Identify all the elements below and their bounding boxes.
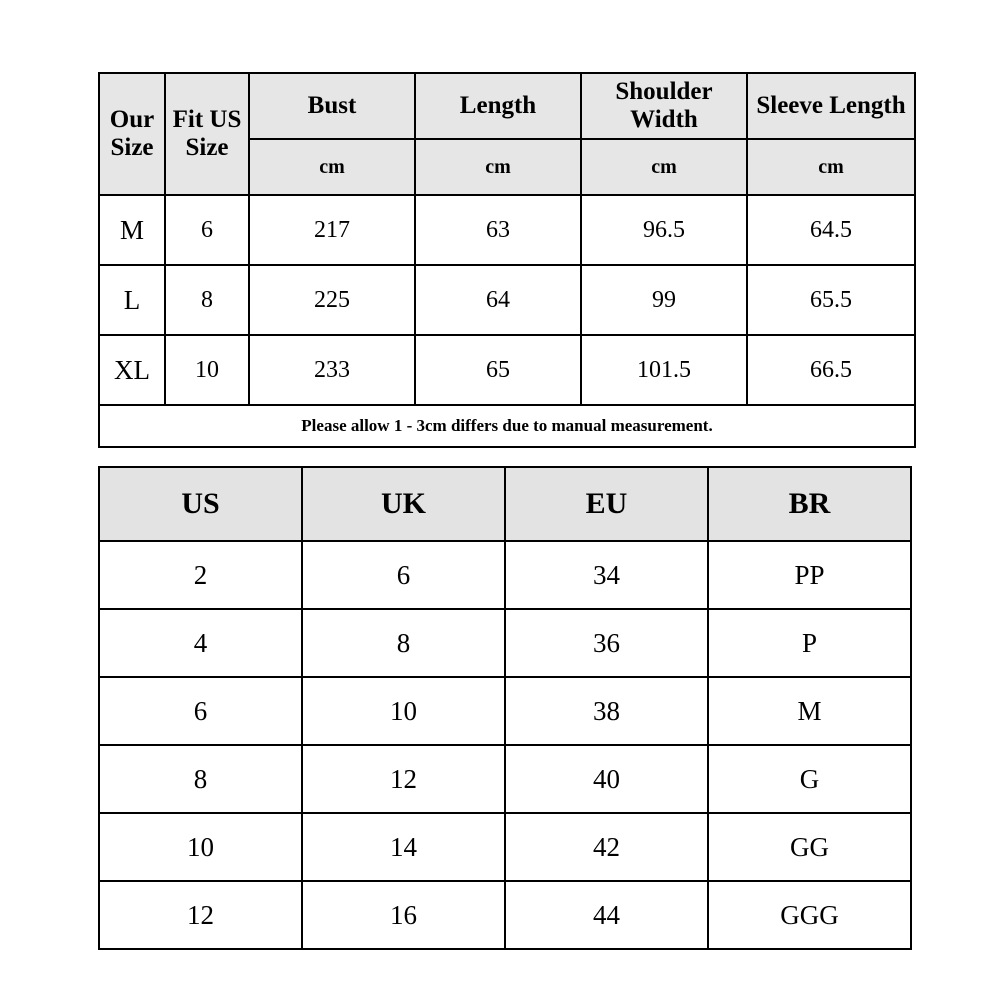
header-uk: UK — [302, 467, 505, 541]
cell-fit-us-size: 10 — [165, 335, 249, 405]
cell-length: 65 — [415, 335, 581, 405]
cell-us: 12 — [99, 881, 302, 949]
cell-uk: 10 — [302, 677, 505, 745]
cell-uk: 12 — [302, 745, 505, 813]
cell-eu: 40 — [505, 745, 708, 813]
table-row — [99, 609, 911, 677]
cell-us: 6 — [99, 677, 302, 745]
cell-our-size: XL — [99, 335, 165, 405]
header-length: Length — [415, 73, 581, 139]
table-row — [99, 265, 915, 335]
cell-us: 8 — [99, 745, 302, 813]
table-header-row — [99, 73, 915, 139]
header-our-size: Our Size — [99, 73, 165, 195]
cell-our-size: L — [99, 265, 165, 335]
header-br: BR — [708, 467, 911, 541]
cell-uk: 6 — [302, 541, 505, 609]
header-shoulder-width: Shoulder Width — [581, 73, 747, 139]
table-row — [99, 335, 915, 405]
cell-bust: 225 — [249, 265, 415, 335]
header-sleeve-length: Sleeve Length — [747, 73, 915, 139]
conversion-header-row — [99, 467, 911, 541]
table-row — [99, 677, 911, 745]
cell-uk: 16 — [302, 881, 505, 949]
cell-uk: 8 — [302, 609, 505, 677]
size-conversion-table — [98, 466, 912, 950]
cell-our-size: M — [99, 195, 165, 265]
header-fit-us-size: Fit US Size — [165, 73, 249, 195]
cell-us: 2 — [99, 541, 302, 609]
cell-us: 4 — [99, 609, 302, 677]
cell-sleeve-length: 64.5 — [747, 195, 915, 265]
table-row — [99, 541, 911, 609]
cell-br: P — [708, 609, 911, 677]
cell-eu: 42 — [505, 813, 708, 881]
cell-br: M — [708, 677, 911, 745]
size-measurement-table — [98, 72, 916, 448]
table-row — [99, 195, 915, 265]
unit-length: cm — [415, 139, 581, 195]
cell-eu: 44 — [505, 881, 708, 949]
cell-length: 64 — [415, 265, 581, 335]
cell-fit-us-size: 6 — [165, 195, 249, 265]
cell-uk: 14 — [302, 813, 505, 881]
cell-br: GG — [708, 813, 911, 881]
table-row — [99, 745, 911, 813]
cell-br: PP — [708, 541, 911, 609]
cell-eu: 34 — [505, 541, 708, 609]
cell-shoulder-width: 96.5 — [581, 195, 747, 265]
header-bust: Bust — [249, 73, 415, 139]
header-eu: EU — [505, 467, 708, 541]
cell-br: GGG — [708, 881, 911, 949]
unit-sleeve-length: cm — [747, 139, 915, 195]
unit-bust: cm — [249, 139, 415, 195]
cell-shoulder-width: 99 — [581, 265, 747, 335]
cell-shoulder-width: 101.5 — [581, 335, 747, 405]
table-note-row — [99, 405, 915, 447]
cell-eu: 38 — [505, 677, 708, 745]
header-us: US — [99, 467, 302, 541]
cell-sleeve-length: 65.5 — [747, 265, 915, 335]
table-row — [99, 881, 911, 949]
cell-fit-us-size: 8 — [165, 265, 249, 335]
cell-bust: 217 — [249, 195, 415, 265]
cell-length: 63 — [415, 195, 581, 265]
cell-us: 10 — [99, 813, 302, 881]
cell-sleeve-length: 66.5 — [747, 335, 915, 405]
cell-br: G — [708, 745, 911, 813]
cell-eu: 36 — [505, 609, 708, 677]
unit-shoulder-width: cm — [581, 139, 747, 195]
measurement-note: Please allow 1 - 3cm differs due to manual measurement. — [99, 405, 915, 447]
cell-bust: 233 — [249, 335, 415, 405]
table-row — [99, 813, 911, 881]
